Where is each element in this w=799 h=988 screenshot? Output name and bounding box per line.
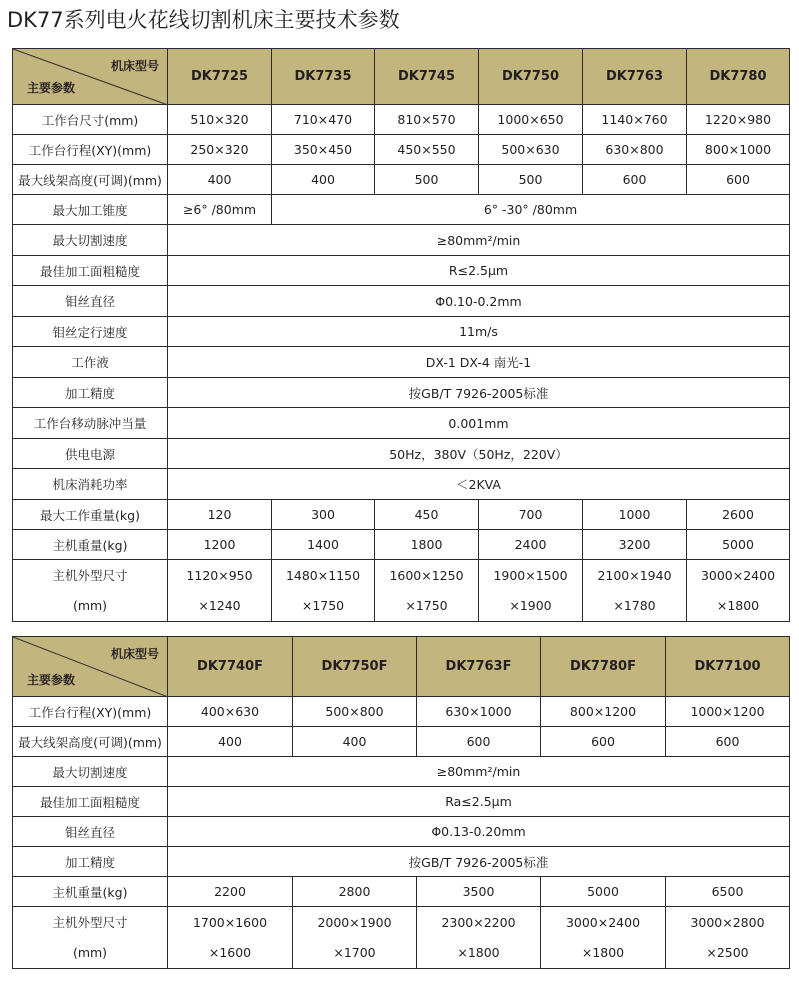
table-row: [13, 439, 790, 469]
table-cell-merged: Ra≤2.5μm: [168, 787, 790, 817]
table-cell: [583, 560, 687, 622]
table-cell: 5000: [541, 877, 666, 907]
table-cell-merged: Φ0.10-0.2mm: [168, 286, 790, 317]
row-label: 主机重量(kg): [13, 530, 168, 560]
dim-line1: 1480×1150: [285, 567, 361, 583]
model-header: DK7725: [168, 49, 272, 105]
row-label: 最大加工锥度: [13, 195, 168, 225]
dim-line2: ×1750: [301, 597, 345, 613]
dim-line1: 2000×1900: [317, 914, 392, 930]
table-cell: 1400: [272, 530, 375, 560]
table-cell: 6500: [666, 877, 790, 907]
table-cell: 5000: [687, 530, 790, 560]
page-title: DK77系列电火花线切割机床主要技术参数: [7, 8, 400, 32]
table-cell: 510×320: [168, 105, 272, 135]
table-cell: 800×1000: [687, 135, 790, 165]
table-cell: 400: [168, 727, 293, 757]
table-cell: 500: [375, 165, 479, 195]
table-cell: 300: [272, 500, 375, 530]
dim-line2: ×1780: [613, 597, 656, 613]
table-cell-merged: 6° -30° /80mm: [272, 195, 790, 225]
dim-line1: 1700×1600: [192, 914, 268, 930]
dim-line2: ×1600: [208, 944, 252, 960]
table-row: [13, 817, 790, 847]
model-header: DK7735: [272, 49, 375, 105]
table-row: [13, 105, 790, 135]
table-row: [13, 135, 790, 165]
model-header: DK7763: [583, 49, 687, 105]
table-cell: 120: [168, 500, 272, 530]
table-cell: 400×630: [168, 697, 293, 727]
corner-model-label: 机床型号: [110, 59, 159, 73]
dim-line2: ×1700: [333, 944, 376, 960]
table-cell: 450: [375, 500, 479, 530]
dim-line2: ×1800: [457, 944, 500, 960]
row-label: 主机重量(kg): [13, 877, 168, 907]
table-row: [13, 225, 790, 256]
row-label: 最大线架高度(可调)(mm): [13, 165, 168, 195]
table-row: [13, 907, 790, 969]
header-corner-cell: [13, 637, 168, 697]
header-row: [13, 49, 790, 105]
dim-line2: ×1800: [716, 597, 760, 613]
table-cell: 500×630: [479, 135, 583, 165]
table-row: [13, 195, 790, 225]
dim-line2: ×1240: [198, 597, 241, 613]
table-row: [13, 378, 790, 408]
table-cell: 800×1200: [541, 697, 666, 727]
table-cell-merged: R≤2.5μm: [168, 256, 790, 286]
table-row: [13, 165, 790, 195]
table-row: [13, 469, 790, 500]
table-cell-merged: ≥80mm²/min: [168, 225, 790, 256]
dim-line2: ×1800: [581, 944, 625, 960]
table-cell: 450×550: [375, 135, 479, 165]
table-cell: [168, 560, 272, 622]
table-cell: 1000×650: [479, 105, 583, 135]
table-cell-merged: 按GB/T 7926-2005标准: [168, 378, 790, 408]
corner-model-label: 机床型号: [110, 647, 159, 661]
table-cell: 710×470: [272, 105, 375, 135]
row-label: 最大切割速度: [13, 757, 168, 787]
row-label: 最佳加工面粗糙度: [13, 787, 168, 817]
table-cell: 2400: [479, 530, 583, 560]
table-cell: 1140×760: [583, 105, 687, 135]
table-row: [13, 877, 790, 907]
table-row: [13, 560, 790, 622]
table-cell: [479, 560, 583, 622]
dim-line1: 1900×1500: [493, 567, 568, 583]
table-cell-merged: 按GB/T 7926-2005标准: [168, 847, 790, 877]
row-label: 工作台行程(XY)(mm): [13, 135, 168, 165]
table-row: [13, 286, 790, 317]
table-cell: [666, 907, 790, 969]
table-cell-merged: 11m/s: [168, 317, 790, 347]
table-cell: [293, 907, 417, 969]
table-cell: [541, 907, 666, 969]
header-row: [13, 637, 790, 697]
dim-line2: ×1750: [405, 597, 448, 613]
model-header: DK7780: [687, 49, 790, 105]
table-cell: 2200: [168, 877, 293, 907]
table-cell: [687, 560, 790, 622]
table-row: [13, 530, 790, 560]
table-cell: 600: [687, 165, 790, 195]
spec-table-dk77-f-series: [12, 636, 790, 969]
row-label: [13, 907, 168, 969]
table-cell: 400: [272, 165, 375, 195]
table-cell: 1200: [168, 530, 272, 560]
spec-table-dk77-standard: [12, 48, 790, 622]
model-header: DK7745: [375, 49, 479, 105]
header-corner-cell: [13, 49, 168, 105]
table-cell: [272, 560, 375, 622]
corner-param-label: 主要参数: [27, 673, 76, 687]
table-cell: 1000: [583, 500, 687, 530]
table-cell: 630×1000: [417, 697, 541, 727]
table-cell: 3200: [583, 530, 687, 560]
table-cell: 2600: [687, 500, 790, 530]
table-cell-merged: ≥80mm²/min: [168, 757, 790, 787]
model-header: DK77100: [666, 637, 790, 697]
model-header: DK7780F: [541, 637, 666, 697]
table-cell: 3500: [417, 877, 541, 907]
dim-line1: 3000×2400: [700, 567, 776, 583]
row-label-line: 主机外型尺寸: [52, 914, 128, 930]
table-row: [13, 787, 790, 817]
table-row: [13, 757, 790, 787]
table-row: [13, 256, 790, 286]
model-header: DK7740F: [168, 637, 293, 697]
table-cell: 700: [479, 500, 583, 530]
row-label: 最大线架高度(可调)(mm): [13, 727, 168, 757]
table-cell: [168, 907, 293, 969]
model-header: DK7763F: [417, 637, 541, 697]
table-cell: 500: [479, 165, 583, 195]
table-cell: 600: [417, 727, 541, 757]
row-label: 机床消耗功率: [13, 469, 168, 500]
table-cell: 1220×980: [687, 105, 790, 135]
table-cell-merged: 50Hz，380V（50Hz，220V）: [168, 439, 790, 469]
table-row: [13, 727, 790, 757]
table-row: [13, 697, 790, 727]
table-cell: 400: [293, 727, 417, 757]
table-row: [13, 408, 790, 439]
table-cell: [417, 907, 541, 969]
table-row: [13, 317, 790, 347]
dim-line1: 1600×1250: [389, 567, 464, 583]
model-header: DK7750F: [293, 637, 417, 697]
row-label: 工作液: [13, 347, 168, 378]
table-cell-merged: 0.001mm: [168, 408, 790, 439]
row-label: 加工精度: [13, 847, 168, 877]
table-cell: 250×320: [168, 135, 272, 165]
dim-line1: 3000×2800: [690, 914, 765, 930]
table-cell: 630×800: [583, 135, 687, 165]
table-cell-merged: ＜2KVA: [168, 469, 790, 500]
table-cell: 350×450: [272, 135, 375, 165]
table-cell-merged: DX-1 DX-4 南光-1: [168, 347, 790, 378]
table-cell: 600: [666, 727, 790, 757]
table-cell: 810×570: [375, 105, 479, 135]
row-label: 加工精度: [13, 378, 168, 408]
table-row: [13, 847, 790, 877]
table-cell: 600: [583, 165, 687, 195]
dim-line2: ×1900: [509, 597, 552, 613]
table-row: [13, 500, 790, 530]
dim-line1: 3000×2400: [565, 914, 641, 930]
table-cell: 2800: [293, 877, 417, 907]
table-cell: 500×800: [293, 697, 417, 727]
row-label-unit: (mm): [72, 944, 108, 960]
row-label-unit: (mm): [72, 597, 108, 613]
row-label: 工作台移动脉冲当量: [13, 408, 168, 439]
table-cell: 400: [168, 165, 272, 195]
table-row: [13, 347, 790, 378]
dim-line1: 2100×1940: [597, 567, 672, 583]
table-cell: [375, 560, 479, 622]
dim-line1: 2300×2200: [441, 914, 516, 930]
row-label: 最大切割速度: [13, 225, 168, 256]
row-label: 供电电源: [13, 439, 168, 469]
row-label: 最佳加工面粗糙度: [13, 256, 168, 286]
table-cell: 1800: [375, 530, 479, 560]
model-header: DK7750: [479, 49, 583, 105]
row-label: 钼丝直径: [13, 817, 168, 847]
dim-line2: ×2500: [706, 944, 749, 960]
row-label: 工作台行程(XY)(mm): [13, 697, 168, 727]
row-label: 工作台尺寸(mm): [13, 105, 168, 135]
table-cell: 600: [541, 727, 666, 757]
table-cell-merged: Φ0.13-0.20mm: [168, 817, 790, 847]
corner-param-label: 主要参数: [27, 81, 76, 95]
row-label: 最大工作重量(kg): [13, 500, 168, 530]
table-cell: ≥6° /80mm: [168, 195, 272, 225]
row-label: 钼丝定行速度: [13, 317, 168, 347]
row-label: 钼丝直径: [13, 286, 168, 317]
table-cell: 1000×1200: [666, 697, 790, 727]
row-label-line: 主机外型尺寸: [52, 567, 128, 583]
row-label: [13, 560, 168, 622]
dim-line1: 1120×950: [186, 567, 253, 583]
